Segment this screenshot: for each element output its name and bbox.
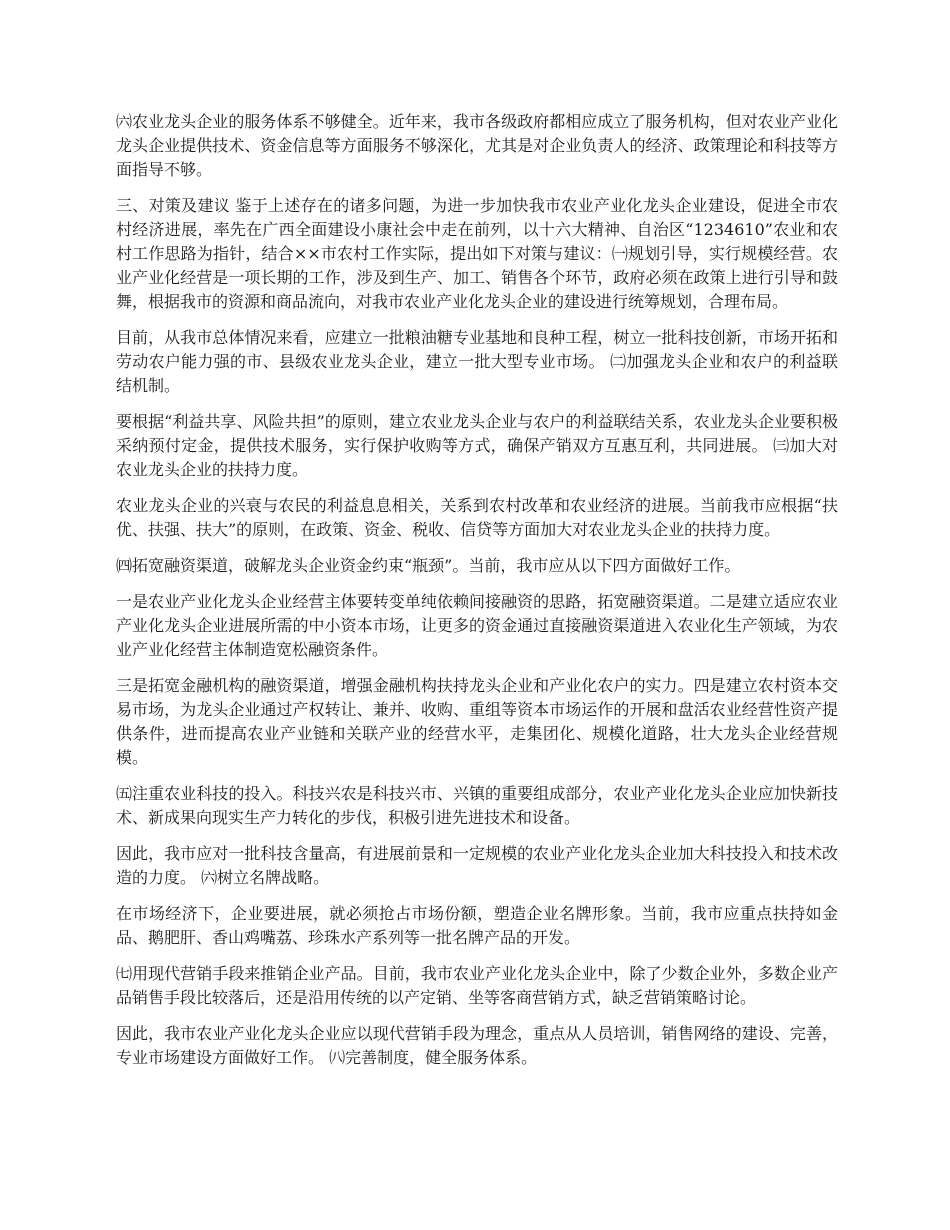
paragraph-12: ㈦用现代营销手段来推销企业产品。目前，我市农业产业化龙头企业中，除了少数企业外，多数企业产品销售手段比较落后，还是沿用传统的以产定销、坐等客商营销方式，缺乏营销策略讨论。 xyxy=(116,964,838,1007)
paragraph-10: 因此，我市应对一批科技含量高，有进展前景和一定规模的农业产业化龙头企业加大科技投入和技术改造的力度。 ㈥树立名牌战略。 xyxy=(116,844,838,887)
paragraph-9: ㈤注重农业科技的投入。科技兴农是科技兴市、兴镇的重要组成部分，农业产业化龙头企业应加快新技术、新成果向现实生产力转化的步伐，积极引进先进技术和设备。 xyxy=(116,784,838,827)
paragraph-4: 要根据“利益共享、风险共担”的原则，建立农业龙头企业与农户的利益联结关系，农业龙头企业要积极采纳预付定金，提供技术服务，实行保护收购等方式，确保产销双方互惠互利，共同进展。 ㈢加大对农业龙头企业的扶持力度。 xyxy=(116,412,838,479)
paragraph-1: ㈥农业龙头企业的服务体系不够健全。近年来，我市各级政府都相应成立了服务机构，但对农业产业化龙头企业提供技术、资金信息等方面服务不够深化，尤其是对企业负责人的经济、政策理论和科技等方面指导不够。 xyxy=(116,112,838,179)
paragraph-8: 三是拓宽金融机构的融资渠道，增强金融机构扶持龙头企业和产业化农户的实力。四是建立农村资本交易市场，为龙头企业通过产权转让、兼并、收购、重组等资本市场运作的开展和盘活农业经营性资产提供条件，进而提高农业产业链和关联产业的经营水平，走集团化、规模化道路，壮大龙头企业经营规模。 xyxy=(116,676,838,767)
paragraph-5: 农业龙头企业的兴衰与农民的利益息息相关，关系到农村改革和农业经济的进展。当前我市应根据“扶优、扶强、扶大”的原则，在政策、资金、税收、信贷等方面加大对农业龙头企业的扶持力度。 xyxy=(116,496,838,539)
paragraph-2: 三、对策及建议 鉴于上述存在的诸多问题，为进一步加快我市农业产业化龙头企业建设，促进全市农村经济进展，率先在广西全面建设小康社会中走在前列，以十六大精神、自治区“1234610”农业和农村工作思路为指针，结合××市农村工作实际，提出如下对策与建议：㈠规划引导，实行规模经营。农业产业化经营是一项长期的工作，涉及到生产、加工、销售各个环节，政府必须在政策上进行引导和鼓舞，根据我市的资源和商品流向，对我市农业产业化龙头企业的建设进行统筹规划，合理布局。 xyxy=(116,196,838,311)
paragraph-3: 目前，从我市总体情况来看，应建立一批粮油糖专业基地和良种工程，树立一批科技创新，市场开拓和劳动农户能力强的市、县级农业龙头企业，建立一批大型专业市场。 ㈡加强龙头企业和农户的利益联结机制。 xyxy=(116,328,838,395)
paragraph-7: 一是农业产业化龙头企业经营主体要转变单纯依赖间接融资的思路，拓宽融资渠道。二是建立适应农业产业化龙头企业进展所需的中小资本市场，让更多的资金通过直接融资渠道进入农业化生产领域，为农业产业化经营主体制造宽松融资条件。 xyxy=(116,592,838,659)
document-body xyxy=(116,110,838,1082)
paragraph-11: 在市场经济下，企业要进展，就必须抢占市场份额，塑造企业名牌形象。当前，我市应重点扶持如金品、鹅肥肝、香山鸡嘴荔、珍珠水产系列等一批名牌产品的开发。 xyxy=(116,904,838,947)
paragraph-13: 因此，我市农业产业化龙头企业应以现代营销手段为理念，重点从人员培训，销售网络的建设、完善，专业市场建设方面做好工作。 ㈧完善制度，健全服务体系。 xyxy=(116,1024,838,1067)
paragraph-6: ㈣拓宽融资渠道，破解龙头企业资金约束“瓶颈”。当前，我市应从以下四方面做好工作。 xyxy=(116,556,741,575)
